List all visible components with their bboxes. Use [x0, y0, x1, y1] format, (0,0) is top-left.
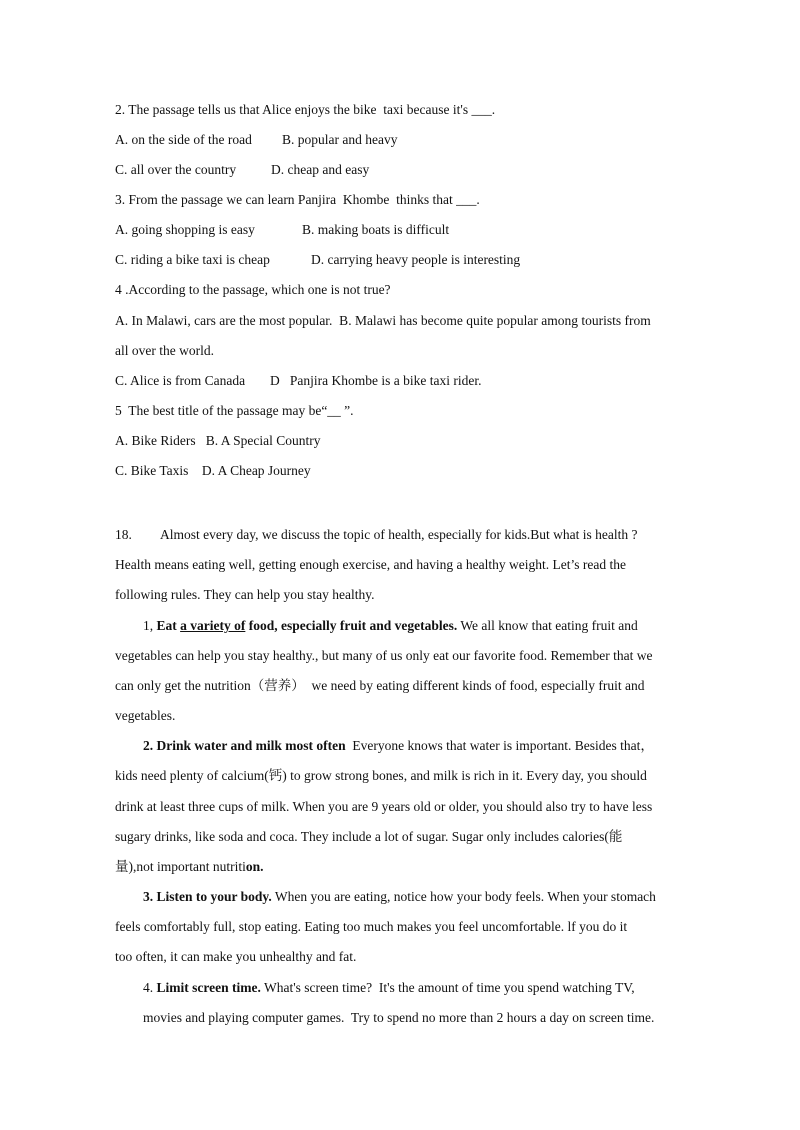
- q3-option-b: B. making boats is difficult: [302, 222, 450, 237]
- passage-intro-line3: following rules. They can help you stay healthy.: [115, 587, 375, 602]
- rule2-text: Everyone knows that water is important. Besides that，: [345, 738, 654, 753]
- rule1-underlined-phrase: a variety of: [180, 618, 246, 633]
- rule4-text: What's screen time? It's the amount of time you spend watching TV,: [260, 980, 635, 995]
- rule3-line1: [143, 889, 656, 905]
- passage-intro-line2: Health means eating well, getting enough exercise, and having a healthy weight. Let’s read the: [115, 557, 626, 572]
- q4-options-ab: A. In Malawi, cars are the most popular. B. Malawi has become quite popular among tourists from: [115, 313, 651, 328]
- q4-stem: 4 .According to the passage, which one is not true?: [115, 282, 391, 297]
- q5-options-ab: A. Bike Riders B. A Special Country: [115, 433, 321, 448]
- q4-options-ab-cont: all over the world.: [115, 343, 214, 358]
- rule2-line5-text: 量),not important nutriti: [115, 859, 246, 874]
- rule2-line3: drink at least three cups of milk. When you are 9 years old or older, you should also try to have less: [115, 799, 653, 814]
- rule3-text: When you are eating, notice how your body feels. When your stomach: [271, 889, 656, 904]
- q5-options-cd: C. Bike Taxis D. A Cheap Journey: [115, 463, 311, 478]
- rule2-line1: [143, 738, 654, 754]
- q3-option-d: D. carrying heavy people is interesting: [311, 252, 521, 267]
- rule2-line5: [115, 859, 264, 875]
- q3-option-a: A. going shopping is easy: [115, 222, 255, 237]
- passage-intro-line1: Almost every day, we discuss the topic of health, especially for kids.But what is health ?: [160, 527, 638, 542]
- rule1-line2: vegetables can help you stay healthy., but many of us only eat our favorite food. Remember that we: [115, 648, 653, 663]
- rule3-line3: too often, it can make you unhealthy and fat.: [115, 949, 357, 964]
- rule1-heading-part1: Eat: [156, 618, 181, 633]
- q2-option-c: C. all over the country: [115, 162, 237, 177]
- q2-stem: 2. The passage tells us that Alice enjoys the bike taxi because it's ___.: [115, 102, 496, 117]
- rule1-number: 1,: [143, 618, 157, 633]
- q4-option-d: D Panjira Khombe is a bike taxi rider.: [270, 373, 482, 388]
- rule2-line2: kids need plenty of calcium(钙) to grow strong bones, and milk is rich in it. Every day, you should: [115, 768, 647, 783]
- rule1-heading-part2: food, especially fruit and vegetables.: [245, 618, 458, 633]
- q3-option-c: C. riding a bike taxi is cheap: [115, 252, 270, 267]
- rule4-line2: movies and playing computer games. Try to spend no more than 2 hours a day on screen time.: [143, 1010, 655, 1025]
- rule1-line1: [143, 618, 638, 634]
- rule3-heading: 3. Listen to your body.: [143, 889, 272, 904]
- rule4-number: 4.: [143, 980, 157, 995]
- rule4-line1: [143, 980, 635, 996]
- q3-stem: 3. From the passage we can learn Panjira Khombe thinks that ___.: [115, 192, 480, 207]
- rule2-line5-bold: on.: [245, 859, 264, 874]
- rule4-heading: Limit screen time.: [156, 980, 261, 995]
- q4-option-c: C. Alice is from Canada: [115, 373, 246, 388]
- rule1-line4: vegetables.: [115, 708, 176, 723]
- q5-stem: 5 The best title of the passage may be“__ ”.: [115, 403, 354, 418]
- q2-option-b: B. popular and heavy: [282, 132, 398, 147]
- rule1-line3: can only get the nutrition（营养） we need by eating different kinds of food, especially fruit and: [115, 678, 645, 693]
- passage-number: 18.: [115, 527, 132, 542]
- rule1-text: We all know that eating fruit and: [457, 618, 638, 633]
- rule3-line2: feels comfortably full, stop eating. Eating too much makes you feel uncomfortable. lf you do it: [115, 919, 628, 934]
- q2-option-d: D. cheap and easy: [271, 162, 370, 177]
- q2-option-a: A. on the side of the road: [115, 132, 252, 147]
- rule2-line4: sugary drinks, like soda and coca. They include a lot of sugar. Sugar only includes calories(能: [115, 829, 623, 844]
- rule2-heading: 2. Drink water and milk most often: [143, 738, 346, 753]
